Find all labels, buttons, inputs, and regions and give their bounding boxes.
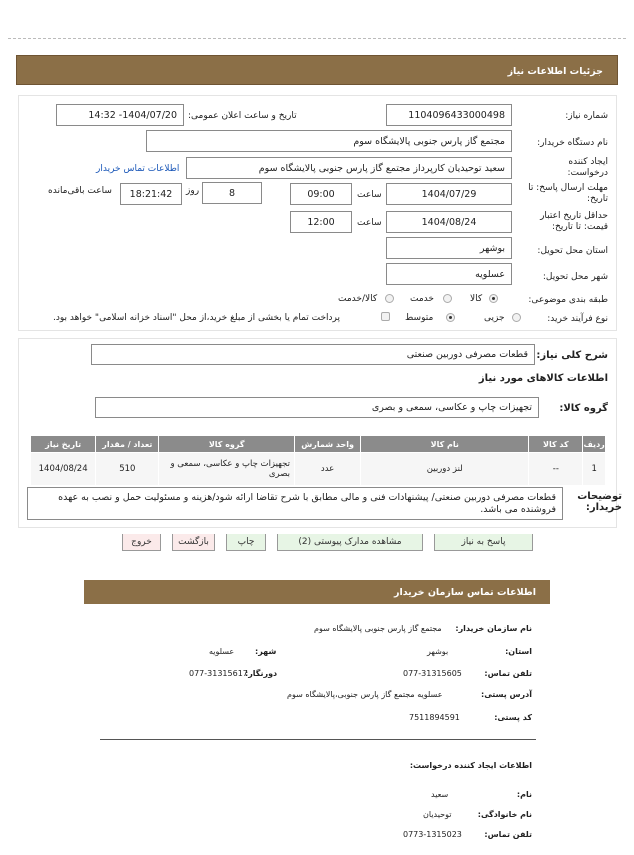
deadline-date-field: 1404/07/29	[386, 183, 512, 205]
col-unit: واحد شمارش	[294, 436, 360, 453]
cell-group: تجهیزات چاپ و عکاسی، سمعی و بصری	[159, 453, 295, 486]
remaining-time-field: 18:21:42	[120, 183, 182, 205]
category-both-label: کالا/خدمت	[338, 294, 378, 304]
creator-field: سعید توحیدیان کارپرداز مجتمع گاز پارس جنوبی پالایشگاه سوم	[186, 157, 512, 179]
creator-info-title: اطلاعات ایجاد کننده درخواست:	[409, 761, 532, 770]
validity-label: حداقل تاریخ اعتبار قیمت: تا تاریخ:	[540, 211, 608, 232]
validity-time-field: 12:00	[290, 211, 352, 233]
days-field: 8	[202, 182, 262, 204]
goods-group-field: تجهیزات چاپ و عکاسی، سمعی و بصری	[95, 397, 539, 418]
cell-row-number: 1	[583, 453, 606, 486]
col-row-number: ردیف	[583, 436, 606, 453]
top-divider	[8, 38, 626, 39]
contact-postal-value: 7511894591	[409, 713, 460, 722]
col-need-date: تاریخ نیاز	[31, 436, 96, 453]
contact-address-label: آدرس پستی:	[481, 690, 532, 699]
creator-first-name-label: نام:	[516, 790, 532, 799]
summary-field: قطعات مصرفی دوربین صنعتی	[91, 344, 535, 365]
creator-label: ایجاد کننده درخواست:	[567, 157, 608, 178]
cell-code: --	[529, 453, 583, 486]
buyer-name-label: نام دستگاه خریدار:	[537, 138, 608, 148]
city-label: شهر محل تحویل:	[542, 272, 608, 282]
treasury-note: پرداخت تمام یا بخشی از مبلغ خرید،از محل "اسناد خزانه اسلامی" خواهد بود.	[53, 313, 341, 323]
cell-name: لنز دوربین	[361, 453, 529, 486]
treasury-checkbox[interactable]	[381, 312, 390, 321]
table-row	[31, 453, 606, 486]
contact-address-value: عسلویه مجتمع گاز پارس جنوبی،پالایشگاه سوم	[287, 690, 443, 699]
goods-title: اطلاعات کالاهای مورد نیاز	[478, 373, 608, 384]
creator-first-name-value: سعید	[431, 790, 449, 799]
col-code: کد کالا	[529, 436, 583, 453]
contact-phone-value: 077-31315605	[403, 669, 462, 678]
days-label: روز	[186, 186, 200, 196]
contact-postal-label: کد پستی:	[494, 713, 532, 722]
contact-fax-label: دورنگار:	[245, 669, 278, 678]
category-label: طبقه بندی موضوعی:	[528, 295, 608, 305]
purchase-medium-label: متوسط	[405, 313, 434, 323]
purchase-medium-radio[interactable]	[446, 313, 455, 322]
validity-date-field: 1404/08/24	[386, 211, 512, 233]
summary-label: شرح کلی نیاز:	[536, 350, 608, 361]
goods-group-label: گروه کالا:	[559, 403, 608, 414]
table-header-row	[31, 436, 606, 453]
attachments-button[interactable]: مشاهده مدارک پیوستی (2)	[277, 534, 423, 551]
buyer-contact-link[interactable]: اطلاعات تماس خریدار	[96, 164, 180, 174]
col-quantity: تعداد / مقدار	[96, 436, 159, 453]
category-service-label: خدمت	[410, 294, 434, 304]
need-number-label: شماره نیاز:	[565, 111, 608, 121]
purchase-type-label: نوع فرآیند خرید:	[547, 314, 608, 324]
category-both-radio[interactable]	[385, 294, 394, 303]
announce-label: تاریخ و ساعت اعلان عمومی:	[188, 111, 297, 121]
remaining-label: ساعت باقی‌مانده	[48, 186, 112, 196]
purchase-minor-radio[interactable]	[512, 313, 521, 322]
province-field: بوشهر	[386, 237, 512, 259]
notes-field	[27, 487, 563, 520]
reply-button[interactable]: پاسخ به نیاز	[434, 534, 533, 551]
province-label: استان محل تحویل:	[537, 246, 608, 256]
goods-table	[30, 435, 606, 486]
purchase-minor-label: جزیی	[484, 313, 505, 323]
validity-time-label: ساعت	[357, 218, 382, 228]
contact-city-value: عسلویه	[209, 647, 235, 656]
creator-phone-label: تلفن تماس:	[484, 830, 532, 839]
deadline-time-field: 09:00	[290, 183, 352, 205]
exit-button[interactable]: خروج	[122, 534, 161, 551]
col-group: گروه کالا	[159, 436, 295, 453]
contact-divider	[100, 739, 536, 740]
contact-phone-label: تلفن تماس:	[484, 669, 532, 678]
page-header: جزئیات اطلاعات نیاز	[16, 55, 618, 85]
back-button[interactable]: بازگشت	[172, 534, 215, 551]
col-name: نام کالا	[361, 436, 529, 453]
contact-province-label: استان:	[505, 647, 532, 656]
contact-fax-value: 077-31315617	[189, 669, 248, 678]
contact-org-value: مجتمع گاز پارس جنوبی پالایشگاه سوم	[314, 624, 442, 633]
contact-section-header: اطلاعات تماس سازمان خریدار	[84, 580, 550, 604]
notes-label: توضیحات خریدار:	[577, 491, 622, 513]
creator-last-name-label: نام خانوادگی:	[477, 810, 532, 819]
buyer-name-field: مجتمع گاز پارس جنوبی پالایشگاه سوم	[146, 130, 512, 152]
announce-field: 1404/07/20- 14:32	[56, 104, 184, 126]
cell-need-date: 1404/08/24	[31, 453, 96, 486]
creator-phone-value: 0773-1315023	[403, 830, 462, 839]
need-number-field: 1104096433000498	[386, 104, 512, 126]
city-field: عسلویه	[386, 263, 512, 285]
category-service-radio[interactable]	[443, 294, 452, 303]
category-goods-label: کالا	[470, 294, 483, 304]
category-goods-radio[interactable]	[489, 294, 498, 303]
deadline-label: مهلت ارسال پاسخ: تا تاریخ:	[528, 183, 608, 204]
cell-unit: عدد	[294, 453, 360, 486]
contact-city-label: شهر:	[255, 647, 277, 656]
notes-text: قطعات مصرفی دوربین صنعتی/ پیشنهادات فنی و مالی مطابق با شرح تقاضا ارائه شود/هزینه و مسئولیت حمل و نصب به عهده فروشنده می باشد.	[58, 492, 556, 515]
contact-org-label: نام سازمان خریدار:	[455, 624, 532, 633]
contact-province-value: بوشهر	[427, 647, 449, 656]
cell-quantity: 510	[96, 453, 159, 486]
deadline-time-label: ساعت	[357, 190, 382, 200]
print-button[interactable]: چاپ	[226, 534, 266, 551]
creator-last-name-value: توحیدیان	[423, 810, 452, 819]
